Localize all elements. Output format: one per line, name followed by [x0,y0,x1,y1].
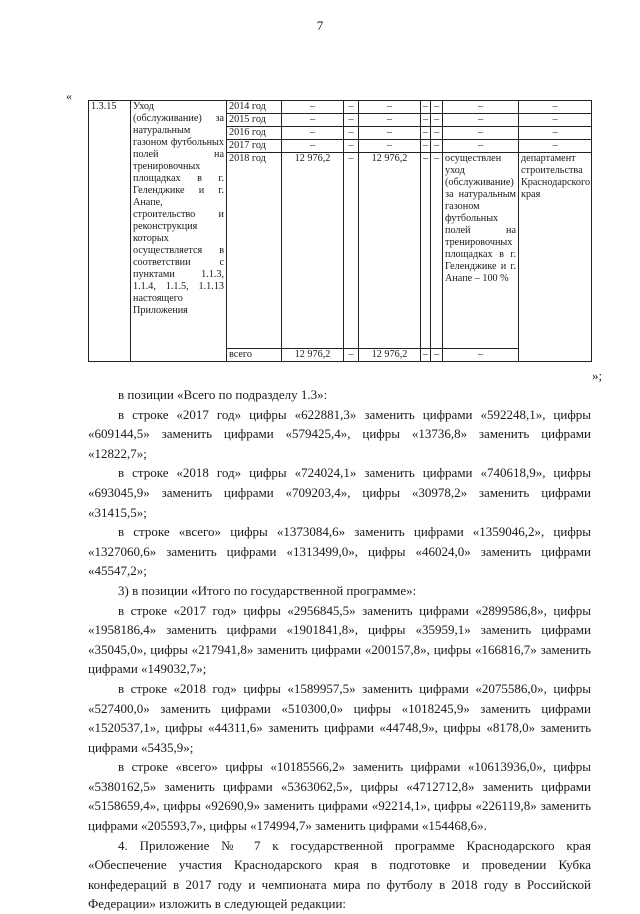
total-cell: – [282,101,344,114]
total-cell: 12 976,2 [282,153,344,349]
amendment-text [88,385,591,914]
paragraph: в строке «2017 год» цифры «2956845,5» заменить цифрами «2899586,8», цифры «1958186,4» заменить цифрами «1901841,8», цифры «35959,1» заменить цифрами «35045,0», цифры «217941,8» заменить цифрами «200157,8», цифры «166816,7» заменить цифрами «149032,7»; [88,602,591,677]
paragraph: в строке «2018 год» цифры «724024,1» заменить цифрами «740618,9», цифры «693045,9» заменить цифрами «709203,4», цифры «30978,2» заменить цифрами «31415,5»; [88,465,591,520]
local-cell: – [421,114,431,127]
row-number: 1.3.15 [89,101,131,362]
other-cell: – [431,114,443,127]
other-cell: – [431,101,443,114]
result-cell: – [443,114,519,127]
year-cell: 2014 год [227,101,282,114]
result-cell: – [443,127,519,140]
paragraph: в строке «всего» цифры «1373084,6» заменить цифрами «1359046,2», цифры «1327060,6» заменить цифрами «1313499,0», цифры «46024,0» заменить цифрами «45547,2»; [88,524,591,579]
federal-cell: – [344,114,359,127]
executor-cell: – [519,101,592,114]
paragraph: в строке «2018 год» цифры «1589957,5» заменить цифрами «2075586,0», цифры «527400,0» заменить цифрами «510300,0» цифры «1018245,9» заменить цифрами «1520537,1», цифры «44311,6» заменить цифрами «44748,9», цифры «8178,0» заменить цифрами «5435,9»; [88,680,591,755]
regional-cell: 12 976,2 [359,153,421,349]
executor-cell: – [519,114,592,127]
other-cell: – [431,153,443,349]
result-cell: осуществлен уход (обслуживание) за натуральным газоном футбольных полей на тренировочных площадках в г. Геленджике и г. Анапе – 100 % [443,153,519,349]
federal-cell: – [344,127,359,140]
program-table [88,100,592,362]
result-cell: – [443,349,519,362]
page-number: 7 [316,18,324,33]
paragraph: в строке «2017 год» цифры «622881,3» заменить цифрами «592248,1», цифры «609144,5» заменить цифрами «579425,4», цифры «13736,8» заменить цифрами «12822,7»; [88,406,591,461]
executor-cell: – [519,127,592,140]
regional-cell: – [359,127,421,140]
regional-cell: 12 976,2 [359,349,421,362]
other-cell: – [431,127,443,140]
result-cell: – [443,101,519,114]
total-cell: – [282,127,344,140]
federal-cell: – [344,153,359,349]
year-cell: 2016 год [227,127,282,140]
federal-cell: – [344,349,359,362]
executor-cell: департамент строительства Краснодарского края [519,153,592,362]
regional-cell: – [359,140,421,153]
federal-cell: – [344,140,359,153]
year-cell: 2017 год [227,140,282,153]
year-cell: 2015 год [227,114,282,127]
paragraph: в позиции «Всего по подразделу 1.3»: [118,387,328,402]
opening-quote: « [66,89,72,103]
federal-cell: – [344,101,359,114]
regional-cell: – [359,114,421,127]
local-cell: – [421,127,431,140]
other-cell: – [431,140,443,153]
executor-cell: – [519,140,592,153]
other-cell: – [431,349,443,362]
total-cell: – [282,114,344,127]
year-cell: 2018 год [227,153,282,349]
paragraph: 4. Приложение № 7 к государственной программе Краснодарского края «Обеспечение участия Краснодарского края в подготовке и проведении Кубка конфедераций в 2017 году и чемпионата мира по футболу в 2018 году в Российской Федерации» изложить в следующей редакции: [88,837,591,912]
total-cell: – [282,140,344,153]
regional-cell: – [359,101,421,114]
paragraph: в строке «всего» цифры «10185566,2» заменить цифрами «10613936,0», цифры «5380162,5» заменить цифрами «5363062,5», цифры «4712712,8» заменить цифрами «5158659,4», цифры «92690,9» заменить цифрами «92214,1», цифры «226119,8» заменить цифрами «205593,7», цифры «174994,7» заменить цифрами «154468,6». [88,759,591,834]
total-cell: 12 976,2 [282,349,344,362]
local-cell: – [421,140,431,153]
measure-name: Уход (обслуживание) за натуральным газоном футбольных полей на тренировочных площадках в г. Геленджике и г. Анапе, строительство и реконструкция которых осуществляется в соответствии с пунктами 1.1.3, 1.1.4, 1.1.5, 1.1.13 настоящего Приложения [131,101,227,362]
local-cell: – [421,153,431,349]
local-cell: – [421,101,431,114]
paragraph: 3) в позиции «Итого по государственной программе»: [118,582,417,598]
year-cell: всего [227,349,282,362]
closing-quote: »; [592,368,603,383]
result-cell: – [443,140,519,153]
local-cell: – [421,349,431,362]
table-row [89,101,592,114]
